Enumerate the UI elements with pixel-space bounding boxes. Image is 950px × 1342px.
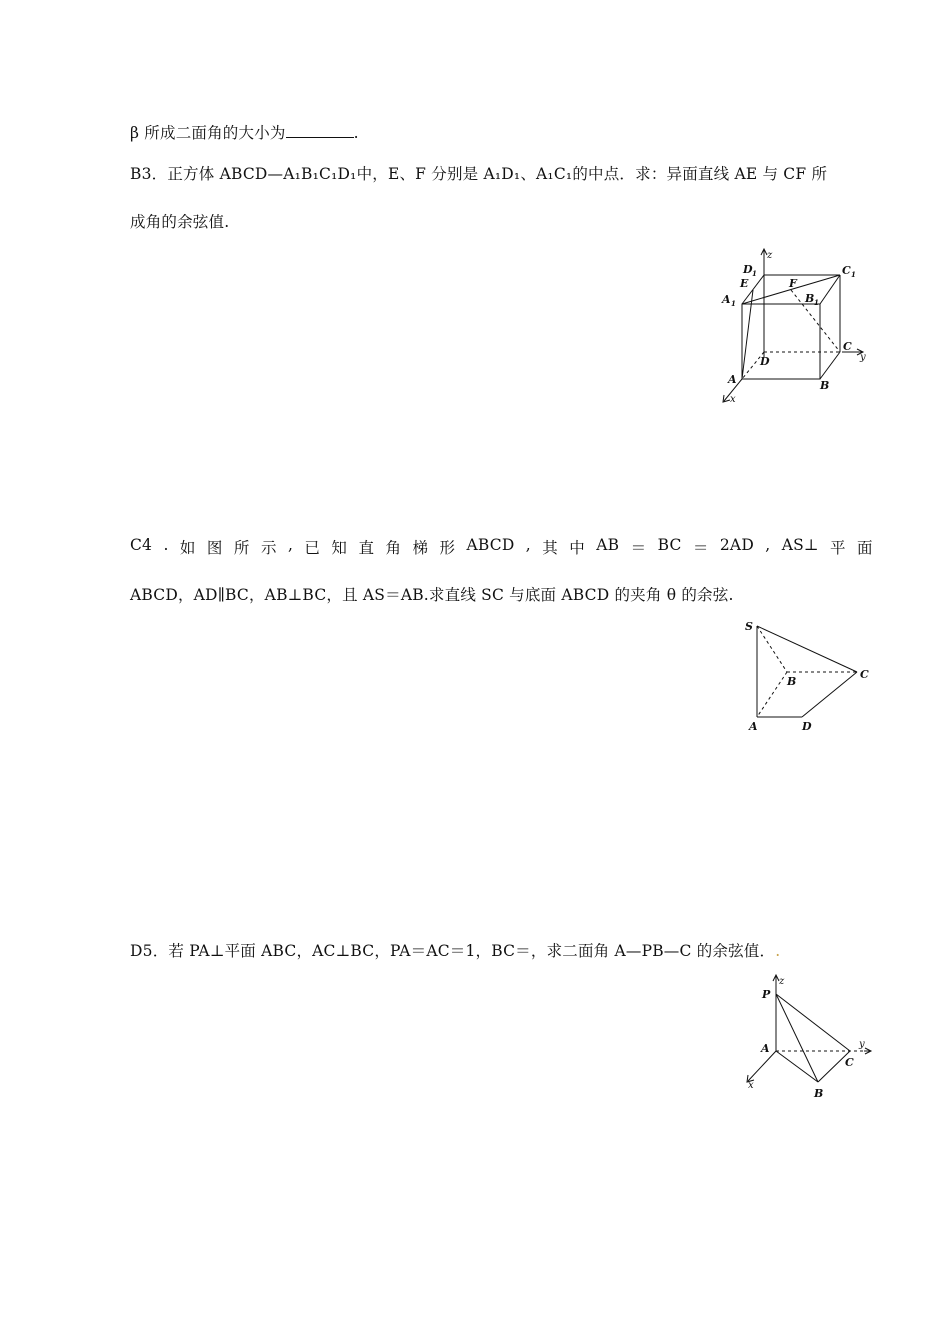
label-f: F [789,277,797,290]
answer-blank [286,123,354,138]
label-x: x [748,1080,754,1091]
label-d: D [760,355,770,368]
label-p: P [762,988,771,1001]
q3-line-1: B3．正方体 ABCD—A₁B₁C₁D₁中，E、F 分别是 A₁D₁、A₁C₁的中点．求：异面直线 AE 与 CF 所 [130,165,828,183]
label-c: C [845,1056,854,1069]
label-c1: C [842,264,851,277]
trailing-dot: . [775,942,781,960]
q4-line-2: ABCD，AD∥BC，AB⊥BC，且 AS＝AB.求直线 SC 与底面 ABCD 的夹角 θ 的余弦. [130,586,734,604]
label-e: E [740,277,749,290]
svg-text:1: 1 [752,269,757,278]
label-a1: A [722,293,731,306]
label-x: x [730,394,736,405]
svg-text:1: 1 [851,270,856,279]
cube-figure [712,245,877,410]
label-z: z [779,976,785,987]
label-z: z [767,250,773,261]
label-y: y [859,1039,865,1050]
label-b: B [820,379,830,392]
q4-line-1: C4 . 如 图 所 示 , 已 知 直 角 梯 形 ABCD , 其 中 AB ＝ BC ＝ 2AD , AS⊥ 平 面 [130,536,873,557]
tetrahedron-figure [738,968,888,1108]
q2-tail-line [130,121,359,143]
label-y: y [860,352,866,363]
label-c: C [860,668,869,681]
label-c: C [843,340,852,353]
label-a: A [728,373,737,386]
label-a: A [749,720,758,733]
label-s: S [745,620,753,633]
trapezoid-figure [742,612,882,737]
label-d: D [802,720,812,733]
q5-text: D5．若 PA⊥平面 ABC，AC⊥BC，PA＝AC＝1，BC＝，求二面角 A—PB—C 的余弦值． [130,942,776,960]
svg-text:1: 1 [731,299,736,308]
label-d1: D [743,263,753,276]
label-b: B [787,675,797,688]
q3-line-2: 成角的余弦值. [130,213,230,231]
label-a: A [761,1042,770,1055]
svg-text:1: 1 [814,298,819,307]
q2-tail-end: . [353,124,359,142]
label-b1: B [805,292,815,305]
q5-line-1 [130,939,780,961]
label-b: B [814,1087,824,1100]
q2-tail-text: β 所成二面角的大小为 [130,124,286,142]
front-face [742,304,820,379]
